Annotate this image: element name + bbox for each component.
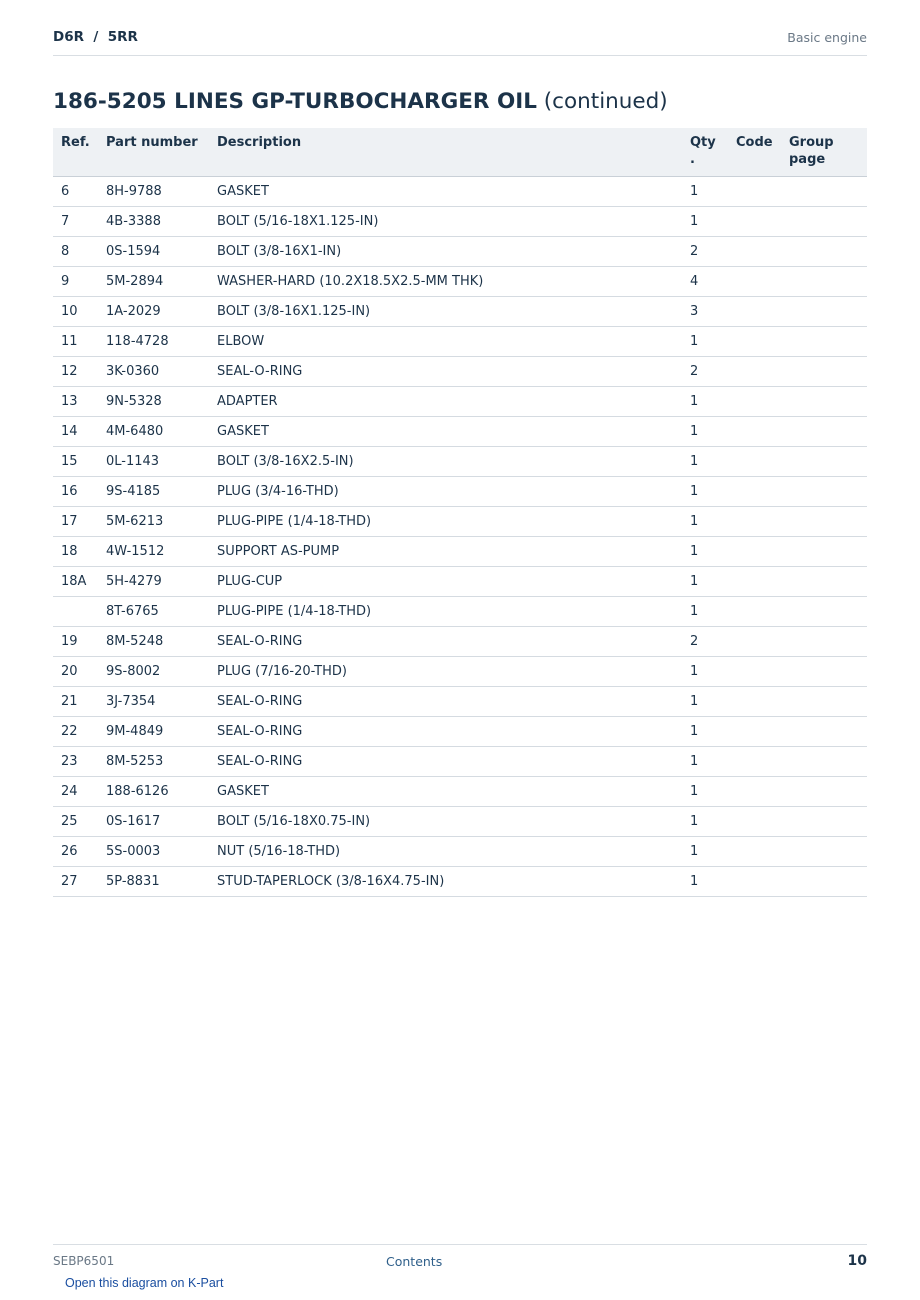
cell-group-page — [789, 656, 867, 686]
cell-code — [736, 566, 789, 596]
cell-ref: 20 — [53, 656, 106, 686]
cell-part-number: 9S-4185 — [106, 476, 217, 506]
cell-qty: 1 — [690, 446, 736, 476]
cell-group-page — [789, 746, 867, 776]
cell-code — [736, 626, 789, 656]
cell-part-number: 8M-5253 — [106, 746, 217, 776]
table-row — [53, 446, 867, 476]
table-row — [53, 326, 867, 356]
cell-code — [736, 176, 789, 206]
cell-qty: 1 — [690, 836, 736, 866]
cell-code — [736, 236, 789, 266]
table-row — [53, 716, 867, 746]
cell-description: GASKET — [217, 776, 690, 806]
page-number: 10 — [847, 1253, 867, 1269]
cell-ref: 9 — [53, 266, 106, 296]
cell-qty: 1 — [690, 506, 736, 536]
cell-part-number: 9N-5328 — [106, 386, 217, 416]
cell-part-number: 0S-1594 — [106, 236, 217, 266]
cell-qty: 1 — [690, 776, 736, 806]
cell-group-page — [789, 386, 867, 416]
cell-group-page — [789, 536, 867, 566]
cell-code — [736, 506, 789, 536]
table-row — [53, 266, 867, 296]
cell-code — [736, 806, 789, 836]
cell-group-page — [789, 476, 867, 506]
table-row — [53, 386, 867, 416]
cell-ref: 18 — [53, 536, 106, 566]
breadcrumb: D6R / 5RR — [53, 29, 138, 45]
cell-part-number: 8T-6765 — [106, 596, 217, 626]
title-main: 186-5205 LINES GP-TURBOCHARGER OIL — [53, 89, 537, 114]
cell-qty: 1 — [690, 656, 736, 686]
cell-group-page — [789, 356, 867, 386]
cell-ref: 27 — [53, 866, 106, 896]
table-header — [53, 128, 867, 176]
cell-description: NUT (5/16-18-THD) — [217, 836, 690, 866]
table-row — [53, 656, 867, 686]
cell-description: SEAL-O-RING — [217, 356, 690, 386]
cell-group-page — [789, 866, 867, 896]
cell-description: GASKET — [217, 176, 690, 206]
cell-qty: 2 — [690, 626, 736, 656]
cell-code — [736, 356, 789, 386]
col-header-description: Description — [217, 128, 690, 176]
cell-code — [736, 476, 789, 506]
cell-group-page — [789, 236, 867, 266]
cell-code — [736, 386, 789, 416]
cell-group-page — [789, 776, 867, 806]
cell-description: BOLT (5/16-18X1.125-IN) — [217, 206, 690, 236]
cell-ref: 21 — [53, 686, 106, 716]
cell-ref: 7 — [53, 206, 106, 236]
col-header-part-number: Part number — [106, 128, 217, 176]
cell-ref: 25 — [53, 806, 106, 836]
cell-group-page — [789, 176, 867, 206]
cell-qty: 1 — [690, 746, 736, 776]
cell-ref: 13 — [53, 386, 106, 416]
cell-code — [736, 656, 789, 686]
table-row — [53, 806, 867, 836]
cell-code — [736, 416, 789, 446]
cell-code — [736, 596, 789, 626]
cell-description: STUD-TAPERLOCK (3/8-16X4.75-IN) — [217, 866, 690, 896]
cell-code — [736, 296, 789, 326]
cell-part-number: 5S-0003 — [106, 836, 217, 866]
cell-description: ELBOW — [217, 326, 690, 356]
contents-link[interactable]: Contents — [386, 1254, 443, 1269]
cell-ref: 19 — [53, 626, 106, 656]
cell-qty: 2 — [690, 236, 736, 266]
cell-part-number: 5M-2894 — [106, 266, 217, 296]
cell-part-number: 8M-5248 — [106, 626, 217, 656]
page-header — [53, 26, 867, 56]
table-row — [53, 566, 867, 596]
table-row — [53, 626, 867, 656]
cell-qty: 1 — [690, 386, 736, 416]
table-row — [53, 506, 867, 536]
cell-ref: 6 — [53, 176, 106, 206]
cell-part-number: 4M-6480 — [106, 416, 217, 446]
cell-ref: 16 — [53, 476, 106, 506]
cell-part-number: 5P-8831 — [106, 866, 217, 896]
cell-part-number: 9M-4849 — [106, 716, 217, 746]
page-title — [53, 89, 668, 114]
cell-code — [736, 206, 789, 236]
col-header-ref: Ref. — [53, 128, 106, 176]
cell-description: PLUG-CUP — [217, 566, 690, 596]
table-row — [53, 206, 867, 236]
cell-code — [736, 716, 789, 746]
cell-description: SEAL-O-RING — [217, 746, 690, 776]
cell-description: SEAL-O-RING — [217, 626, 690, 656]
cell-part-number: 3J-7354 — [106, 686, 217, 716]
table-row — [53, 686, 867, 716]
col-header-code: Code — [736, 128, 789, 176]
cell-code — [736, 266, 789, 296]
table-row — [53, 476, 867, 506]
cell-group-page — [789, 446, 867, 476]
cell-part-number: 9S-8002 — [106, 656, 217, 686]
cell-part-number: 118-4728 — [106, 326, 217, 356]
cell-group-page — [789, 596, 867, 626]
cell-group-page — [789, 626, 867, 656]
cell-qty: 3 — [690, 296, 736, 326]
cell-part-number: 188-6126 — [106, 776, 217, 806]
table-row — [53, 236, 867, 266]
cell-qty: 1 — [690, 416, 736, 446]
cell-group-page — [789, 566, 867, 596]
cell-qty: 1 — [690, 806, 736, 836]
cell-code — [736, 776, 789, 806]
table-body — [53, 176, 867, 896]
cell-part-number: 3K-0360 — [106, 356, 217, 386]
cell-qty: 1 — [690, 476, 736, 506]
cell-group-page — [789, 296, 867, 326]
col-header-group-page-label: Group page — [789, 135, 834, 167]
table-row — [53, 416, 867, 446]
cell-description: BOLT (3/8-16X2.5-IN) — [217, 446, 690, 476]
cell-qty: 1 — [690, 686, 736, 716]
cell-group-page — [789, 206, 867, 236]
cell-description: GASKET — [217, 416, 690, 446]
cell-description: PLUG (3/4-16-THD) — [217, 476, 690, 506]
cell-group-page — [789, 416, 867, 446]
cell-description: SEAL-O-RING — [217, 716, 690, 746]
cell-part-number: 0S-1617 — [106, 806, 217, 836]
cell-description: BOLT (3/8-16X1.125-IN) — [217, 296, 690, 326]
cell-part-number: 5H-4279 — [106, 566, 217, 596]
cell-group-page — [789, 506, 867, 536]
cell-ref: 24 — [53, 776, 106, 806]
cell-qty: 4 — [690, 266, 736, 296]
cell-ref: 11 — [53, 326, 106, 356]
cell-part-number: 4B-3388 — [106, 206, 217, 236]
cell-code — [736, 836, 789, 866]
open-kpart-link[interactable]: Open this diagram on K-Part — [65, 1276, 224, 1290]
col-header-qty — [690, 128, 736, 176]
table-row — [53, 176, 867, 206]
cell-description: ADAPTER — [217, 386, 690, 416]
parts-table — [53, 128, 867, 897]
table-row — [53, 356, 867, 386]
cell-ref: 14 — [53, 416, 106, 446]
cell-description: WASHER-HARD (10.2X18.5X2.5-MM THK) — [217, 266, 690, 296]
cell-description: PLUG-PIPE (1/4-18-THD) — [217, 596, 690, 626]
cell-description: PLUG (7/16-20-THD) — [217, 656, 690, 686]
cell-part-number: 5M-6213 — [106, 506, 217, 536]
table-row — [53, 746, 867, 776]
cell-qty: 1 — [690, 716, 736, 746]
cell-ref: 23 — [53, 746, 106, 776]
cell-qty: 1 — [690, 176, 736, 206]
cell-group-page — [789, 326, 867, 356]
cell-part-number: 1A-2029 — [106, 296, 217, 326]
cell-ref: 26 — [53, 836, 106, 866]
table-row — [53, 836, 867, 866]
cell-part-number: 0L-1143 — [106, 446, 217, 476]
cell-code — [736, 686, 789, 716]
cell-group-page — [789, 266, 867, 296]
section-label: Basic engine — [787, 30, 867, 45]
table-row — [53, 536, 867, 566]
title-suffix: (continued) — [536, 89, 668, 114]
cell-ref: 8 — [53, 236, 106, 266]
table-row — [53, 776, 867, 806]
cell-qty: 2 — [690, 356, 736, 386]
cell-group-page — [789, 686, 867, 716]
cell-description: BOLT (5/16-18X0.75-IN) — [217, 806, 690, 836]
cell-description: SEAL-O-RING — [217, 686, 690, 716]
document-id: SEBP6501 — [53, 1254, 115, 1268]
cell-ref: 12 — [53, 356, 106, 386]
cell-group-page — [789, 806, 867, 836]
cell-code — [736, 326, 789, 356]
table-row — [53, 866, 867, 896]
page-footer — [53, 1244, 867, 1275]
cell-ref: 22 — [53, 716, 106, 746]
cell-qty: 1 — [690, 206, 736, 236]
cell-description: PLUG-PIPE (1/4-18-THD) — [217, 506, 690, 536]
table-row — [53, 296, 867, 326]
cell-qty: 1 — [690, 326, 736, 356]
cell-group-page — [789, 836, 867, 866]
col-header-group-page — [789, 128, 867, 176]
cell-ref: 15 — [53, 446, 106, 476]
cell-group-page — [789, 716, 867, 746]
cell-code — [736, 866, 789, 896]
header-row — [53, 128, 867, 176]
cell-part-number: 8H-9788 — [106, 176, 217, 206]
col-header-qty-label: Qty . — [690, 135, 716, 167]
cell-description: SUPPORT AS-PUMP — [217, 536, 690, 566]
cell-part-number: 4W-1512 — [106, 536, 217, 566]
cell-code — [736, 446, 789, 476]
cell-qty: 1 — [690, 536, 736, 566]
cell-qty: 1 — [690, 596, 736, 626]
cell-code — [736, 746, 789, 776]
cell-qty: 1 — [690, 866, 736, 896]
cell-description: BOLT (3/8-16X1-IN) — [217, 236, 690, 266]
cell-code — [736, 536, 789, 566]
cell-ref: 10 — [53, 296, 106, 326]
cell-ref: 17 — [53, 506, 106, 536]
cell-ref — [53, 596, 106, 626]
cell-ref: 18A — [53, 566, 106, 596]
cell-qty: 1 — [690, 566, 736, 596]
table-row — [53, 596, 867, 626]
